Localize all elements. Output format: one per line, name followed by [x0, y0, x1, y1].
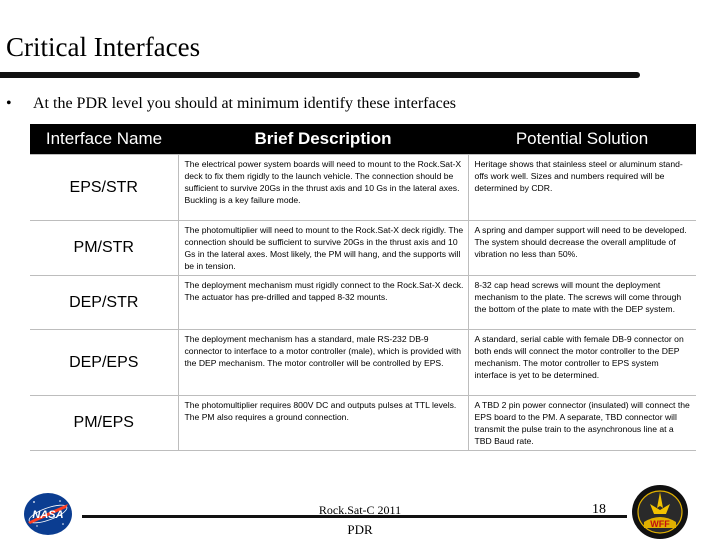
page-number: 18 — [592, 502, 606, 517]
solution-cell: A TBD 2 pin power connector (insulated) will connect the EPS board to the PM. A separate, TBD connector will transmit the pulse train to the asynchronous line at a TBD Baud rate. — [468, 396, 696, 451]
description-cell: The electrical power system boards will need to mount to the Rock.Sat-X deck to fix them rigidly to the launch vehicle. The connection should be sufficient to survive 20Gs in the thrust axis and 10 Gs in the lateral axes. Buckling is a key failure mode. — [178, 155, 468, 221]
svg-text:NASA: NASA — [32, 509, 64, 521]
header-brief-description: Brief Description — [178, 124, 468, 155]
table-row — [30, 396, 696, 451]
table-row — [30, 276, 696, 330]
description-cell: The deployment mechanism has a standard, male RS-232 DB-9 connector to interface to a motor controller (male), which is provided with the DEP mechanism. The motor controller will be controlled by EPS. — [178, 330, 468, 396]
solution-cell: Heritage shows that stainless steel or aluminum stand-offs work well. Sizes and numbers required will be determined by CDR. — [468, 155, 696, 221]
description-cell: The photomultiplier requires 800V DC and outputs pulses at TTL levels. The PM also requires a ground connection. — [178, 396, 468, 451]
solution-cell: A standard, serial cable with female DB-9 connector on both ends will connect the motor controller to the DEP mechanism. The motor controller to EPS system interface is yet to be determined. — [468, 330, 696, 396]
nasa-logo-icon — [22, 492, 74, 541]
interface-table — [30, 124, 696, 451]
solution-cell: A spring and damper support will need to be developed. The system should decrease the overall amplitude of vibration no less than 50%. — [468, 221, 696, 276]
header-potential-solution: Potential Solution — [468, 124, 696, 155]
interface-name-cell: PM/EPS — [30, 396, 178, 451]
footer-review-label: PDR — [347, 522, 373, 537]
solution-cell: 8-32 cap head screws will mount the deployment mechanism to the plate. The screws will come through the bottom of the plate to mate with the DEP system. — [468, 276, 696, 330]
table-row — [30, 155, 696, 221]
slide-title: Critical Interfaces — [6, 32, 201, 62]
description-cell: The deployment mechanism must rigidly connect to the Rock.Sat-X deck. The actuator has pre-drilled and tapped 8-32 mounts. — [178, 276, 468, 330]
footer-program-name: Rock.Sat-C 2011 — [318, 503, 402, 517]
interface-name-cell: DEP/STR — [30, 276, 178, 330]
table-row — [30, 330, 696, 396]
interface-name-cell: DEP/EPS — [30, 330, 178, 396]
interface-name-cell: EPS/STR — [30, 155, 178, 221]
table-row — [30, 221, 696, 276]
svg-text:WFF: WFF — [650, 519, 670, 529]
description-cell: The photomultiplier will need to mount to the Rock.Sat-X deck rigidly. The connection should be sufficient to survive 20Gs in the thrust axis and 10 Gs in the lateral axes. Most likely, the PM will hang, and the supports will be in tension. — [178, 221, 468, 276]
bullet-marker: • — [6, 95, 12, 112]
interface-name-cell: PM/STR — [30, 221, 178, 276]
title-divider — [0, 72, 640, 78]
wallops-flight-facility-logo-icon — [630, 484, 690, 545]
bullet-text: At the PDR level you should at minimum identify these interfaces — [33, 95, 457, 112]
table-header-row — [30, 124, 696, 155]
header-interface-name: Interface Name — [30, 124, 178, 155]
